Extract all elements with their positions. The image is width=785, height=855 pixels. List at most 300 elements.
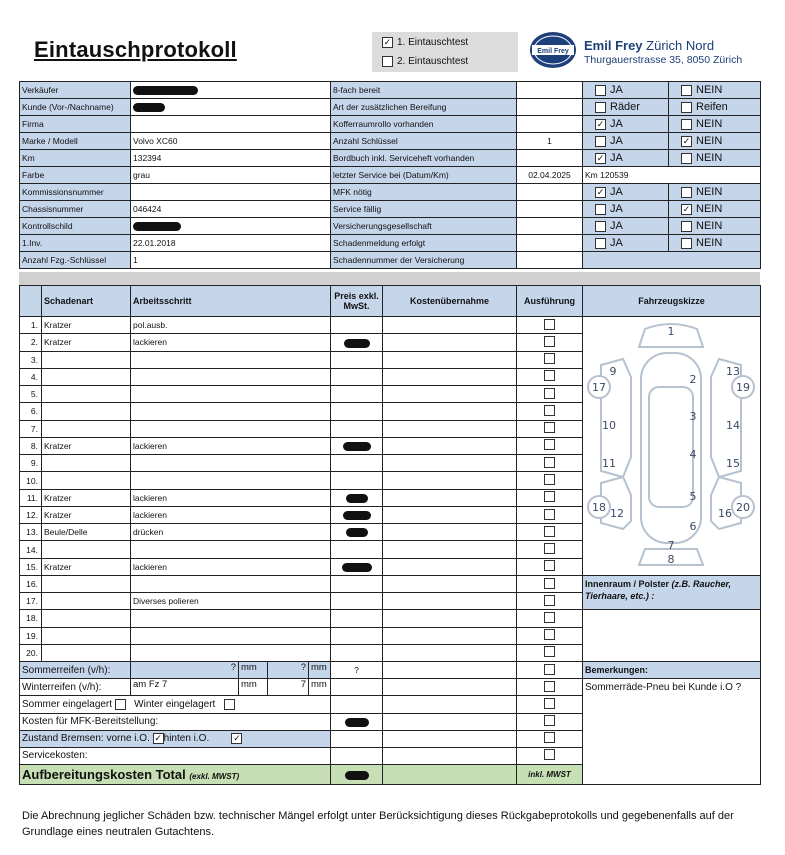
redacted-block (133, 222, 181, 231)
total-preis[interactable] (331, 765, 383, 785)
row-number: 13. (20, 524, 42, 541)
info-label: Anzahl Fzg.-Schlüssel (20, 252, 131, 269)
arbeitsschritt-cell[interactable]: Diverses polieren (131, 593, 331, 610)
sketch-zone-10[interactable]: 10 (602, 419, 616, 432)
kosten-cell[interactable] (383, 576, 517, 593)
ausfuehrung-checkbox[interactable] (544, 612, 555, 623)
redacted-block (342, 563, 372, 572)
kosten-cell[interactable] (383, 644, 517, 661)
kosten-cell[interactable] (383, 747, 517, 764)
schadenart-cell[interactable] (42, 455, 131, 472)
ausfuehrung-cell[interactable] (517, 524, 583, 541)
arbeitsschritt-cell[interactable]: lackieren (131, 506, 331, 523)
option-yes-cell[interactable] (583, 235, 669, 252)
question-value[interactable] (517, 99, 583, 116)
arbeitsschritt-cell[interactable] (131, 576, 331, 593)
kosten-cell[interactable] (383, 317, 517, 334)
schadenart-cell[interactable] (42, 576, 131, 593)
preis-cell[interactable] (331, 334, 383, 351)
question-value[interactable] (517, 235, 583, 252)
ausfuehrung-checkbox[interactable] (544, 629, 555, 640)
option-yes-cell[interactable] (583, 201, 669, 218)
option-2-checkbox[interactable] (681, 102, 692, 113)
sketch-zone-15[interactable]: 15 (726, 457, 740, 470)
ausfuehrung-cell[interactable] (517, 368, 583, 385)
kosten-cell[interactable] (383, 558, 517, 575)
preis-cell[interactable] (331, 455, 383, 472)
preis-cell[interactable] (331, 368, 383, 385)
arbeitsschritt-cell[interactable] (131, 610, 331, 627)
arbeitsschritt-cell[interactable] (131, 472, 331, 489)
arbeitsschritt-cell[interactable] (131, 644, 331, 661)
option-1-checkbox[interactable]: ✓ (596, 118, 605, 129)
info-label: Kommissionsnummer (20, 184, 131, 201)
ausfuehrung-checkbox[interactable] (544, 388, 555, 399)
damage-table (19, 285, 761, 785)
option-yes-cell[interactable] (583, 99, 669, 116)
info-value-text: 046424 (133, 204, 162, 214)
ausfuehrung-cell[interactable] (517, 610, 583, 627)
preis-cell[interactable] (331, 403, 383, 420)
kosten-cell[interactable] (383, 593, 517, 610)
brand-address: Thurgauerstrasse 35, 8050 Zürich (584, 54, 743, 66)
sketch-zone-17[interactable]: 17 (592, 381, 606, 394)
schadenart-cell[interactable] (42, 403, 131, 420)
ausfuehrung-checkbox[interactable] (544, 353, 555, 364)
schadenart-cell[interactable] (42, 610, 131, 627)
preis-cell[interactable] (331, 351, 383, 368)
info-value[interactable] (131, 235, 331, 252)
kosten-cell[interactable] (383, 661, 517, 678)
arbeitsschritt-cell[interactable]: pol.ausb. (131, 317, 331, 334)
arbeitsschritt-cell[interactable]: lackieren (131, 558, 331, 575)
option-1-checkbox[interactable] (595, 102, 606, 113)
ausfuehrung-cell[interactable] (517, 644, 583, 661)
preis-cell[interactable] (331, 558, 383, 575)
emil-frey-logo-icon (528, 30, 578, 70)
ausfuehrung-cell[interactable] (517, 593, 583, 610)
question-value[interactable] (517, 184, 583, 201)
option-2-checkbox[interactable]: ✓ (682, 135, 691, 146)
ausfuehrung-checkbox[interactable] (544, 526, 555, 537)
sketch-zone-19[interactable]: 19 (736, 381, 750, 394)
question-value[interactable] (517, 167, 583, 184)
row-number: 6. (20, 403, 42, 420)
sketch-zone-12[interactable]: 12 (610, 507, 624, 520)
arbeitsschritt-cell[interactable] (131, 403, 331, 420)
bremsen-cell[interactable] (20, 730, 331, 747)
preis-cell[interactable] (331, 730, 383, 747)
row-number: 17. (20, 593, 42, 610)
kosten-cell[interactable] (383, 524, 517, 541)
option-no-cell[interactable] (669, 235, 761, 252)
kosten-cell[interactable] (383, 351, 517, 368)
bremsen-vorne-checkbox[interactable]: ✓ (154, 733, 162, 744)
winter-eingelagert-checkbox[interactable] (224, 699, 235, 710)
option-no-cell[interactable] (669, 82, 761, 99)
redacted-block (346, 528, 368, 537)
bremsen-hinten-checkbox[interactable]: ✓ (233, 733, 241, 744)
option-yes-cell[interactable] (583, 150, 669, 167)
mfk-preis[interactable] (331, 713, 383, 730)
option-2-checkbox[interactable]: ✓ (682, 203, 691, 214)
preis-cell[interactable] (331, 679, 383, 696)
ausfuehrung-cell[interactable] (517, 506, 583, 523)
ausfuehrung-cell[interactable] (517, 437, 583, 454)
option-1-label: Räder (610, 101, 640, 113)
preis-cell[interactable] (331, 386, 383, 403)
summary-row (20, 661, 761, 678)
ausfuehrung-checkbox[interactable] (544, 560, 555, 571)
preis-cell[interactable] (331, 644, 383, 661)
info-value[interactable] (131, 252, 331, 269)
option-1-checkbox[interactable] (595, 204, 606, 215)
sketch-zone-20[interactable]: 20 (736, 501, 750, 514)
ausfuehrung-checkbox[interactable] (544, 370, 555, 381)
ausfuehrung-checkbox[interactable] (544, 474, 555, 485)
kosten-cell[interactable] (383, 610, 517, 627)
kosten-cell[interactable] (383, 713, 517, 730)
preis-cell[interactable] (331, 472, 383, 489)
schadenart-cell[interactable] (42, 386, 131, 403)
ausfuehrung-checkbox[interactable] (544, 698, 555, 709)
damage-row (20, 610, 761, 627)
preis-cell[interactable] (331, 696, 383, 713)
schadenart-cell[interactable] (42, 627, 131, 644)
option-1-checkbox[interactable] (595, 136, 606, 147)
ausfuehrung-cell[interactable] (517, 713, 583, 730)
ausfuehrung-checkbox[interactable] (544, 595, 555, 606)
schadenart-cell[interactable]: Kratzer (42, 334, 131, 351)
sketch-zone-7[interactable]: 7 (667, 539, 675, 552)
ausfuehrung-checkbox[interactable] (544, 336, 555, 347)
ausfuehrung-cell[interactable] (517, 627, 583, 644)
option-1-checkbox[interactable] (595, 238, 606, 249)
schadenart-cell[interactable]: Kratzer (42, 558, 131, 575)
sommerreifen-label: Sommerreifen (v/h): (20, 661, 131, 678)
option-2-label: NEIN (696, 135, 723, 147)
sketch-zone-13[interactable]: 13 (726, 365, 740, 378)
sketch-zone-8[interactable]: 8 (667, 553, 675, 566)
ausfuehrung-checkbox[interactable] (544, 664, 555, 675)
preis-cell[interactable] (331, 593, 383, 610)
total-note: (exkl. MWST) (189, 772, 240, 782)
option-2-checkbox[interactable] (681, 119, 692, 130)
schadenart-cell[interactable]: Kratzer (42, 489, 131, 506)
innenraum-hint: (z.B. Raucher, Tierhaare, etc.) : (585, 579, 732, 601)
row-number: 11. (20, 489, 42, 506)
sketch-zone-2[interactable]: 2 (689, 373, 697, 386)
ausfuehrung-cell[interactable] (517, 403, 583, 420)
option-yes-cell[interactable] (583, 184, 669, 201)
preis-cell[interactable] (331, 610, 383, 627)
question-label: MFK nötig (331, 184, 517, 201)
question-value[interactable] (517, 252, 583, 269)
arbeitsschritt-cell[interactable]: drücken (131, 524, 331, 541)
preis-cell[interactable] (331, 437, 383, 454)
option-1-label: JA (610, 203, 623, 215)
logo-text: Emil Frey (537, 48, 569, 55)
question-value[interactable] (517, 116, 583, 133)
sketch-zone-1[interactable]: 1 (667, 325, 675, 338)
arbeitsschritt-cell[interactable] (131, 368, 331, 385)
kosten-cell[interactable] (383, 627, 517, 644)
question-value-text: 02.04.2025 (528, 170, 571, 180)
redacted-block (345, 771, 369, 780)
schadenart-cell[interactable] (42, 644, 131, 661)
empty-option-cell[interactable] (583, 252, 761, 269)
schadenart-cell[interactable] (42, 541, 131, 558)
ausfuehrung-cell[interactable] (517, 576, 583, 593)
sommer-eingelagert-checkbox[interactable] (115, 699, 126, 710)
schadenart-cell[interactable] (42, 593, 131, 610)
option-2-checkbox[interactable] (681, 221, 692, 232)
schadenart-cell[interactable] (42, 472, 131, 489)
innenraum-notes[interactable] (583, 610, 761, 662)
info-value[interactable] (131, 150, 331, 167)
winter-h-unit: mm (308, 679, 330, 695)
total-label-text: Aufbereitungskosten Total (22, 767, 186, 783)
preis-cell[interactable] (331, 524, 383, 541)
option-1-checkbox[interactable]: ✓ (596, 186, 605, 197)
option-no-cell[interactable] (669, 184, 761, 201)
ausfuehrung-checkbox[interactable] (544, 578, 555, 589)
ausfuehrung-cell[interactable] (517, 489, 583, 506)
question-value[interactable] (517, 150, 583, 167)
brand-name (584, 38, 714, 53)
option-2-checkbox[interactable] (681, 187, 692, 198)
arbeitsschritt-cell[interactable]: lackieren (131, 489, 331, 506)
ausfuehrung-cell[interactable] (517, 696, 583, 713)
question-label: Schadennummer der Versicherung (331, 252, 517, 269)
schadenart-cell[interactable] (42, 351, 131, 368)
row-number: 14. (20, 541, 42, 558)
info-row (20, 82, 761, 99)
schadenart-cell[interactable]: Beule/Delle (42, 524, 131, 541)
option-no-cell[interactable] (669, 116, 761, 133)
ausfuehrung-checkbox[interactable] (544, 509, 555, 520)
info-value[interactable] (131, 218, 331, 235)
vehicle-sketch[interactable] (583, 317, 761, 576)
option-no-cell[interactable] (669, 150, 761, 167)
service-km[interactable]: Km 120539 (583, 167, 761, 184)
ausfuehrung-checkbox[interactable] (544, 749, 555, 760)
option-2-label: NEIN (696, 220, 723, 232)
option-1-label: JA (610, 135, 623, 147)
option-1-label: JA (610, 220, 623, 232)
redacted-block (344, 339, 370, 348)
winterreifen-values[interactable] (131, 679, 331, 696)
option-2-checkbox[interactable] (681, 238, 692, 249)
ausfuehrung-cell[interactable] (517, 558, 583, 575)
arbeitsschritt-cell[interactable] (131, 627, 331, 644)
sommer-preis[interactable]: ? (331, 661, 383, 678)
sketch-zone-18[interactable]: 18 (592, 501, 606, 514)
info-value[interactable] (131, 116, 331, 133)
ausfuehrung-cell[interactable] (517, 747, 583, 764)
ausfuehrung-cell[interactable] (517, 317, 583, 334)
info-label: Verkäufer (20, 82, 131, 99)
ausfuehrung-checkbox[interactable] (544, 439, 555, 450)
row-number: 10. (20, 472, 42, 489)
ausfuehrung-cell[interactable] (517, 472, 583, 489)
bemerkungen-label: Bemerkungen: (583, 661, 761, 678)
redacted-block (343, 442, 371, 451)
info-row (20, 133, 761, 150)
row-number: 3. (20, 351, 42, 368)
ausfuehrung-checkbox[interactable] (544, 681, 555, 692)
test-option-2[interactable] (382, 56, 468, 67)
ausfuehrung-cell[interactable] (517, 541, 583, 558)
car-diagram-icon (583, 317, 759, 573)
winter-eingelagert-label: Winter eingelagert (134, 698, 216, 710)
question-value[interactable] (517, 133, 583, 150)
arbeitsschritt-cell[interactable] (131, 455, 331, 472)
arbeitsschritt-cell[interactable]: lackieren (131, 437, 331, 454)
sketch-zone-4[interactable]: 4 (689, 448, 697, 461)
option-2-label: NEIN (696, 186, 723, 198)
preis-cell[interactable] (331, 420, 383, 437)
ausfuehrung-cell[interactable] (517, 351, 583, 368)
arbeitsschritt-cell[interactable]: lackieren (131, 334, 331, 351)
sommerreifen-values[interactable] (131, 661, 331, 678)
preis-cell[interactable] (331, 747, 383, 764)
ausfuehrung-cell[interactable] (517, 661, 583, 678)
kosten-cell[interactable] (383, 696, 517, 713)
ausfuehrung-checkbox[interactable] (544, 319, 555, 330)
info-value[interactable] (131, 167, 331, 184)
row-number: 19. (20, 627, 42, 644)
ausfuehrung-checkbox[interactable] (544, 732, 555, 743)
info-value[interactable] (131, 99, 331, 116)
arbeitsschritt-cell[interactable] (131, 351, 331, 368)
sketch-zone-5[interactable]: 5 (689, 490, 697, 503)
test-option-1[interactable] (382, 37, 468, 48)
sketch-zone-9[interactable]: 9 (609, 365, 617, 378)
kosten-cell[interactable] (383, 541, 517, 558)
ausfuehrung-checkbox[interactable] (544, 646, 555, 657)
test-2-checkbox[interactable] (382, 56, 393, 67)
info-value[interactable] (131, 184, 331, 201)
kosten-cell[interactable] (383, 420, 517, 437)
question-value[interactable] (517, 201, 583, 218)
ausfuehrung-checkbox[interactable] (544, 715, 555, 726)
total-label (20, 765, 331, 785)
option-2-checkbox[interactable] (681, 153, 692, 164)
preis-cell[interactable] (331, 576, 383, 593)
test-1-checkbox[interactable]: ✓ (383, 37, 392, 47)
option-2-label: NEIN (696, 152, 723, 164)
preis-cell[interactable] (331, 541, 383, 558)
kosten-cell[interactable] (383, 403, 517, 420)
test-2-label: 2. Eintauschtest (397, 56, 469, 67)
info-value[interactable] (131, 82, 331, 99)
col-preis: Preis exkl. MwSt. (331, 286, 383, 317)
option-yes-cell[interactable] (583, 82, 669, 99)
option-no-cell[interactable] (669, 201, 761, 218)
schadenart-cell[interactable]: Kratzer (42, 506, 131, 523)
kosten-cell[interactable] (383, 386, 517, 403)
sketch-zone-16[interactable]: 16 (718, 507, 732, 520)
ausfuehrung-cell[interactable] (517, 420, 583, 437)
option-yes-cell[interactable] (583, 133, 669, 150)
info-row (20, 150, 761, 167)
kosten-cell[interactable] (383, 506, 517, 523)
schadenart-cell[interactable]: Kratzer (42, 437, 131, 454)
ausfuehrung-cell[interactable] (517, 386, 583, 403)
schadenart-cell[interactable]: Kratzer (42, 317, 131, 334)
question-value[interactable] (517, 82, 583, 99)
sommer-h-unit: mm (308, 662, 330, 678)
total-kosten[interactable] (383, 765, 517, 785)
innenraum-label: Innenraum / Polster (585, 579, 670, 589)
arbeitsschritt-cell[interactable] (131, 541, 331, 558)
ausfuehrung-cell[interactable] (517, 730, 583, 747)
kosten-cell[interactable] (383, 334, 517, 351)
option-yes-cell[interactable] (583, 116, 669, 133)
kosten-cell[interactable] (383, 489, 517, 506)
option-no-cell[interactable] (669, 133, 761, 150)
kosten-cell[interactable] (383, 455, 517, 472)
option-1-checkbox[interactable] (595, 221, 606, 232)
schadenart-cell[interactable] (42, 368, 131, 385)
question-value-text: 1 (547, 136, 552, 146)
option-1-checkbox[interactable]: ✓ (596, 152, 605, 163)
option-yes-cell[interactable] (583, 218, 669, 235)
info-row (20, 235, 761, 252)
question-value[interactable] (517, 218, 583, 235)
sketch-zone-11[interactable]: 11 (602, 457, 616, 470)
info-label: Kunde (Vor-/Nachname) (20, 99, 131, 116)
ausfuehrung-checkbox[interactable] (544, 422, 555, 433)
row-number: 1. (20, 317, 42, 334)
preis-cell[interactable] (331, 627, 383, 644)
bemerkungen-text[interactable]: Sommerräde-Pneu bei Kunde i.O ? (583, 679, 761, 785)
preis-cell[interactable] (331, 317, 383, 334)
ausfuehrung-checkbox[interactable] (544, 543, 555, 554)
ausfuehrung-checkbox[interactable] (544, 405, 555, 416)
info-value[interactable] (131, 201, 331, 218)
kosten-cell[interactable] (383, 730, 517, 747)
option-1-checkbox[interactable] (595, 85, 606, 96)
preis-cell[interactable] (331, 489, 383, 506)
option-no-cell[interactable] (669, 99, 761, 116)
option-2-checkbox[interactable] (681, 85, 692, 96)
option-no-cell[interactable] (669, 218, 761, 235)
info-label: Marke / Modell (20, 133, 131, 150)
ausfuehrung-cell[interactable] (517, 455, 583, 472)
ausfuehrung-cell[interactable] (517, 334, 583, 351)
ausfuehrung-checkbox[interactable] (544, 457, 555, 468)
kosten-cell[interactable] (383, 368, 517, 385)
arbeitsschritt-cell[interactable] (131, 386, 331, 403)
kosten-cell[interactable] (383, 679, 517, 696)
schadenart-cell[interactable] (42, 420, 131, 437)
info-row (20, 167, 761, 184)
sketch-zone-6[interactable]: 6 (689, 520, 697, 533)
sketch-zone-14[interactable]: 14 (726, 419, 740, 432)
info-value[interactable] (131, 133, 331, 150)
kosten-cell[interactable] (383, 472, 517, 489)
kosten-cell[interactable] (383, 437, 517, 454)
test-1-label: 1. Eintauschtest (397, 37, 469, 48)
ausfuehrung-cell[interactable] (517, 679, 583, 696)
sketch-zone-3[interactable]: 3 (689, 410, 697, 423)
arbeitsschritt-cell[interactable] (131, 420, 331, 437)
preis-cell[interactable] (331, 506, 383, 523)
ausfuehrung-checkbox[interactable] (544, 491, 555, 502)
eingelagert-cell[interactable] (20, 696, 331, 713)
